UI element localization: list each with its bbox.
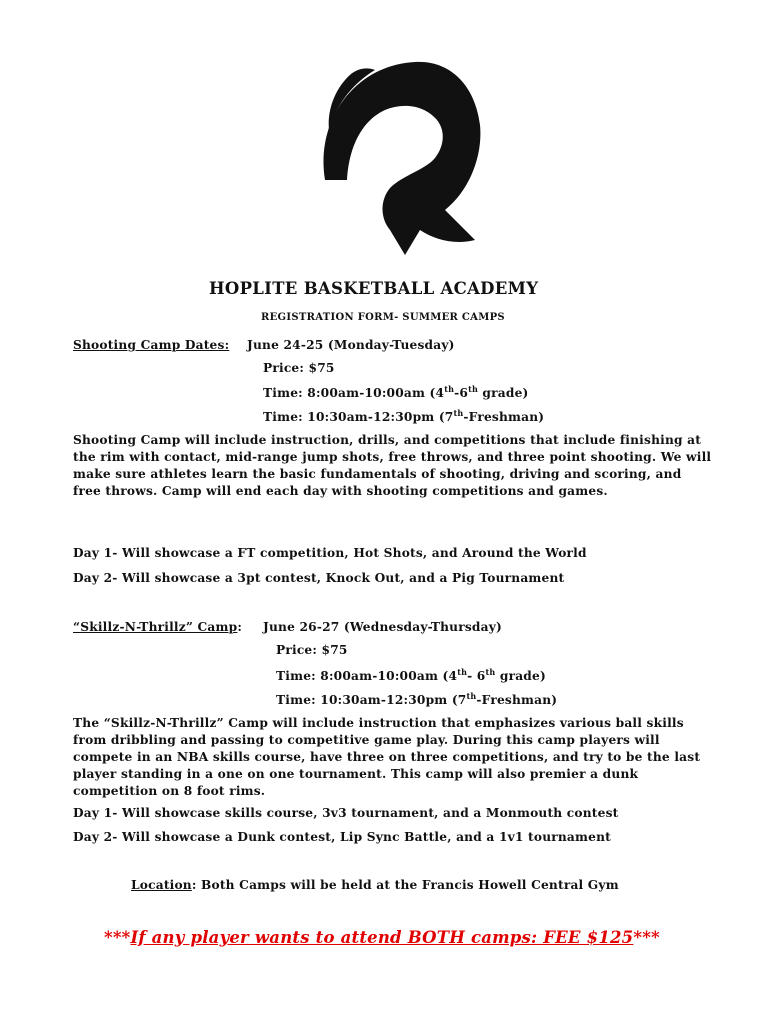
skillz-camp-day-1: Day 1- Will showcase skills course, 3v3 tournament, and a Monmouth contest <box>73 806 619 820</box>
skillz-camp-time-2: Time: 10:30am-12:30pm (7th-Freshman) <box>276 691 558 708</box>
shooting-camp-price: Price: $75 <box>263 361 335 375</box>
shooting-camp-time-1: Time: 8:00am-10:00am (4th-6th grade) <box>263 384 529 401</box>
page-title: HOPLITE BASKETBALL ACADEMY <box>209 279 539 298</box>
location-text: : Both Camps will be held at the Francis Howell Central Gym <box>191 878 619 892</box>
location-label: Location <box>131 878 192 892</box>
skillz-camp-day-2: Day 2- Will showcase a Dunk contest, Lip Sync Battle, and a 1v1 tournament <box>73 830 611 844</box>
location-line <box>131 878 619 892</box>
skillz-camp-description: The “Skillz-N-Thrillz” Camp will include instruction that emphasizes various ball skills from dribbling and passing to competitive game play. During this camp players will compete in an NBA skills course, have three on three competitions, and try to be the last player standing in a one on one tournament. This camp will also premier a dunk competition on 8 foot rims. <box>73 716 701 798</box>
skillz-camp-price: Price: $75 <box>276 643 348 657</box>
shooting-camp-dates: June 24-25 (Monday-Tuesday) <box>247 338 455 352</box>
skillz-camp-dates: June 26-27 (Wednesday-Thursday) <box>263 620 502 634</box>
shooting-camp-day-2: Day 2- Will showcase a 3pt contest, Knock Out, and a Pig Tournament <box>73 571 565 585</box>
combined-fee-note: ***If any player wants to attend BOTH camps: FEE $125*** <box>104 928 660 947</box>
shooting-camp-description: Shooting Camp will include instruction, drills, and competitions that include finishing at the rim with contact, mid-range jump shots, free throws, and three point shooting. We will make sure athletes learn the basic fundamentals of shooting, driving and scoring, and free throws. Camp will end each day with shooting competitions and games. <box>73 433 712 498</box>
shooting-camp-day-1: Day 1- Will showcase a FT competition, Hot Shots, and Around the World <box>73 546 587 560</box>
combined-fee-text: If any player wants to attend BOTH camps: FEE $125 <box>130 928 634 947</box>
page-subtitle: REGISTRATION FORM- SUMMER CAMPS <box>261 312 505 323</box>
shooting-camp-time-2: Time: 10:30am-12:30pm (7th-Freshman) <box>263 408 545 425</box>
skillz-camp-label: “Skillz-N-Thrillz” Camp <box>73 620 238 634</box>
skillz-camp-time-1: Time: 8:00am-10:00am (4th- 6th grade) <box>276 667 546 684</box>
skillz-camp-label-line: “Skillz-N-Thrillz” Camp: <box>73 620 243 634</box>
shooting-camp-label: Shooting Camp Dates: <box>73 338 230 352</box>
spartan-helmet-logo <box>285 40 485 270</box>
